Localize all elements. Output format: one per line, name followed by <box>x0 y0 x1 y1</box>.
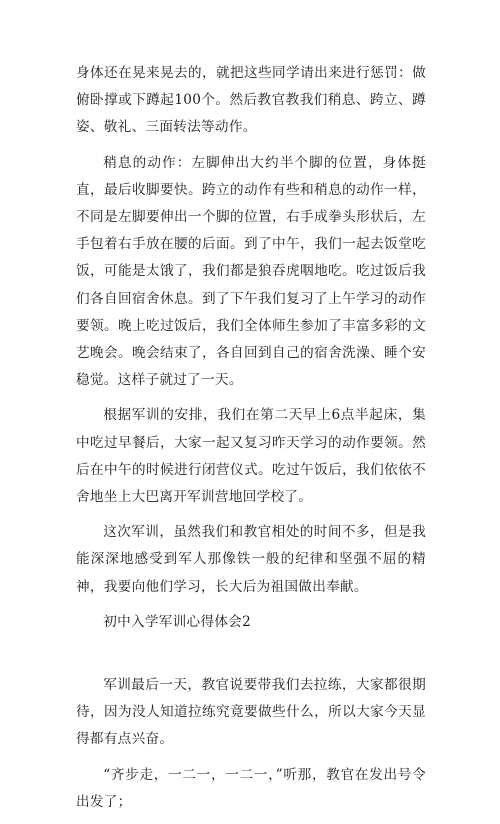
paragraph-continuation: 身体还在晃来晃去的，就把这些同学请出来进行惩罚：做俯卧撑或下蹲起100个。然后教官教我们稍息、跨立、蹲姿、敬礼、三面转法等动作。 <box>76 65 426 136</box>
section-heading: 初中入学军训心得体会2 <box>103 613 252 630</box>
paragraph-second-day: 根据军训的安排，我们在第二天早上6点半起床，集中吃过早餐后，大家一起又复习昨天学习的动作要领。然后在中午的时候进行闭营仪式。吃过午饭后，我们依依不舍地坐上大巴离开军训营地回学校了。 <box>76 407 426 506</box>
document-body <box>76 60 426 824</box>
paragraph-last-day: 军训最后一天，教官说要带我们去拉练，大家都很期待，因为没人知道拉练究竟要做些什么，所以大家今天显得都有点兴奋。 <box>76 677 426 748</box>
paragraph-drill-movements: 稍息的动作：左脚伸出大约半个脚的位置，身体挺直，最后收脚要快。跨立的动作有些和稍息的动作一样，不同是左脚要伸出一个脚的位置，右手成拳头形状后，左手包着右手放在腰的后面。到了中午，我们一起去饭堂吃饭，可能是太饿了，我们都是狼吞虎咽地吃。吃过饭后我们各自回宿舍休息。到了下午我们复习了上午学习的动作要领。晚上吃过饭后，我们全体师生参加了丰富多彩的文艺晚会。晚会结束了，各自回到自己的宿舍洗澡、睡个安稳觉。这样子就过了一天。 <box>76 154 426 389</box>
paragraph-march-order: “齐步走，一二一，一二一，”听那，教官在发出号令出发了； <box>76 766 426 810</box>
paragraph-reflection: 这次军训，虽然我们和教官相处的时间不多，但是我能深深地感受到军人那像铁一般的纪律和坚强不屈的精神，我要向他们学习，长大后为祖国做出奉献。 <box>76 524 426 595</box>
